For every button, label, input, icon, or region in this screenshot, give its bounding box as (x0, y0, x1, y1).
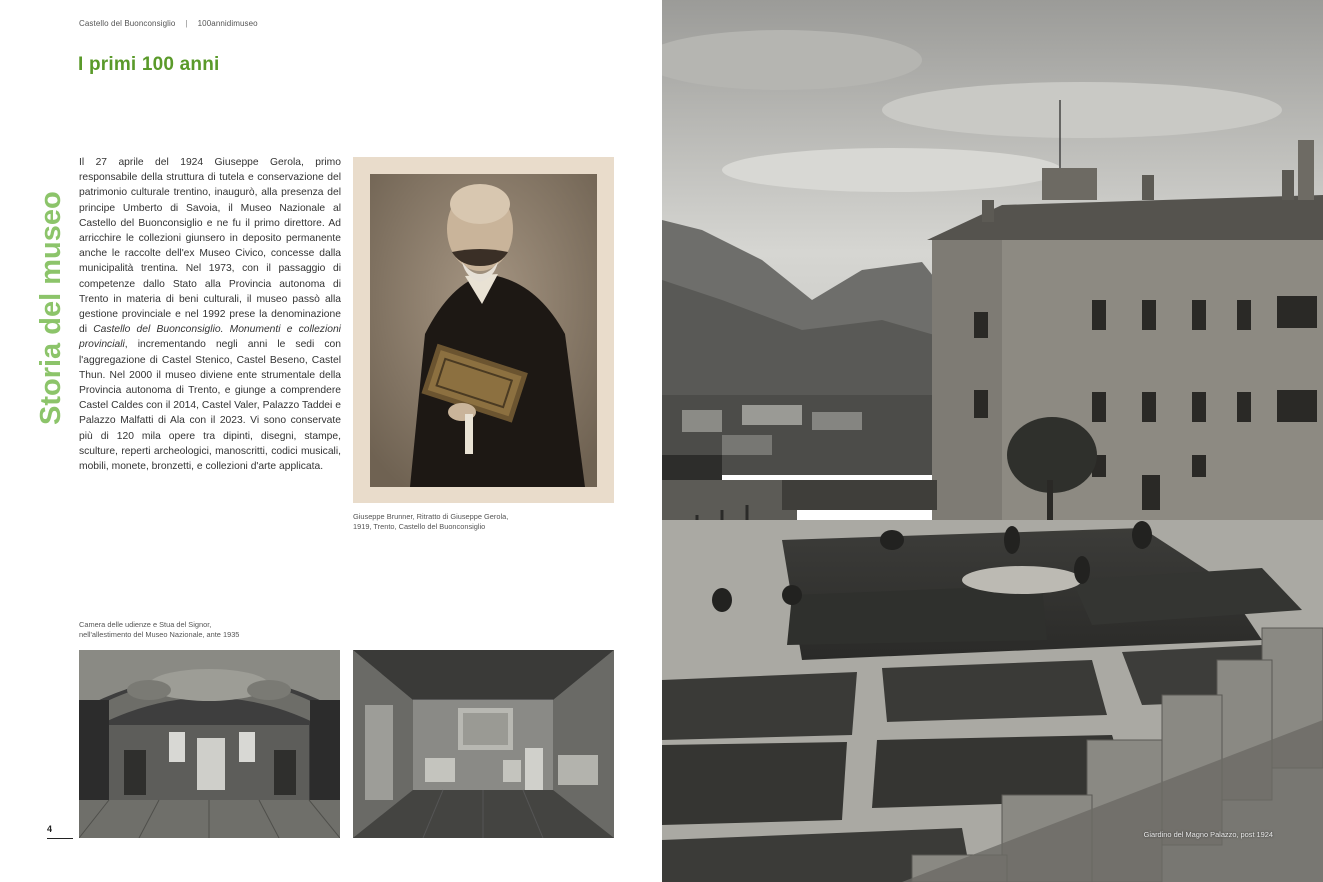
castle-garden-illustration (662, 0, 1323, 882)
halls-caption (79, 620, 329, 639)
body-paragraph (79, 155, 341, 474)
body-text-part2: , incrementando negli anni le sedi con l'aggregazione di Castel Stenico, Castel Beseno, Castel Thun. Nel 2000 il museo diviene ente strumentale della Provincia autonoma di Trento, e giunge a comprendere Castel Caldes con il 2014, Castel Valer, Palazzo Taddei e Palazzo Malfatti di Ala con il 2023. Vi sono conservate più di 120 mila opere tra dipinti, disegni, stampe, sculture, reperti archeologici, manoscritti, codici musicali, mobili, monete, bronzetti, e collezioni d'arte applicata. (79, 339, 341, 473)
halls-caption-line2: nell'allestimento del Museo Nazionale, ante 1935 (79, 629, 240, 639)
section-title: Storia del museo (35, 191, 67, 425)
running-head (79, 19, 258, 28)
castle-photo-caption: Giardino del Magno Palazzo, post 1924 (1143, 830, 1273, 839)
right-page-photo (662, 0, 1323, 882)
body-text-italic: Castello del Buonconsiglio. Monumenti e collezioni provinciali (79, 324, 341, 351)
portrait-caption-line2: 1919, Trento, Castello del Buonconsiglio (353, 521, 486, 531)
running-head-separator: | (185, 19, 188, 28)
stua-illustration (353, 650, 614, 838)
portrait-caption (353, 512, 553, 531)
halls-caption-line1: Camera delle udienze e Stua del Signor, (79, 620, 212, 629)
audience-chamber-illustration (79, 650, 340, 838)
portrait-figure (353, 157, 614, 503)
page-number: 4 (47, 824, 53, 834)
portrait-caption-line1: Giuseppe Brunner, Ritratto di Giuseppe Gerola, (353, 512, 509, 521)
portrait-illustration (370, 174, 597, 487)
running-head-series: 100annidimuseo (197, 19, 258, 28)
body-text-part1: Il 27 aprile del 1924 Giuseppe Gerola, primo responsabile della struttura di tutela e conservazione del patrimonio culturale trentino, inaugurò, alla presenza del principe Umberto di Savoia, il Museo Nazionale al Castello del Buonconsiglio e ne fu il primo direttore. Ad arricchire le collezioni giunsero in deposito permanente anche le raccolte dell'ex Museo Civico, concesse dalla municipalità trentina. Nel 1973, con il passaggio di competenze dallo Stato alla Provincia autonoma di Trento in materia di beni culturali, il museo passò alla gestione provinciale e nel 1992 prese la denominazione di (79, 157, 341, 336)
page-number-rule (47, 838, 73, 839)
portrait-image (370, 174, 597, 487)
running-head-book: Castello del Buonconsiglio (79, 19, 176, 28)
page-title: I primi 100 anni (78, 54, 220, 75)
photo-stua-del-signor (353, 650, 614, 838)
section-title-wrap (34, 155, 68, 425)
photo-audience-chamber (79, 650, 340, 838)
